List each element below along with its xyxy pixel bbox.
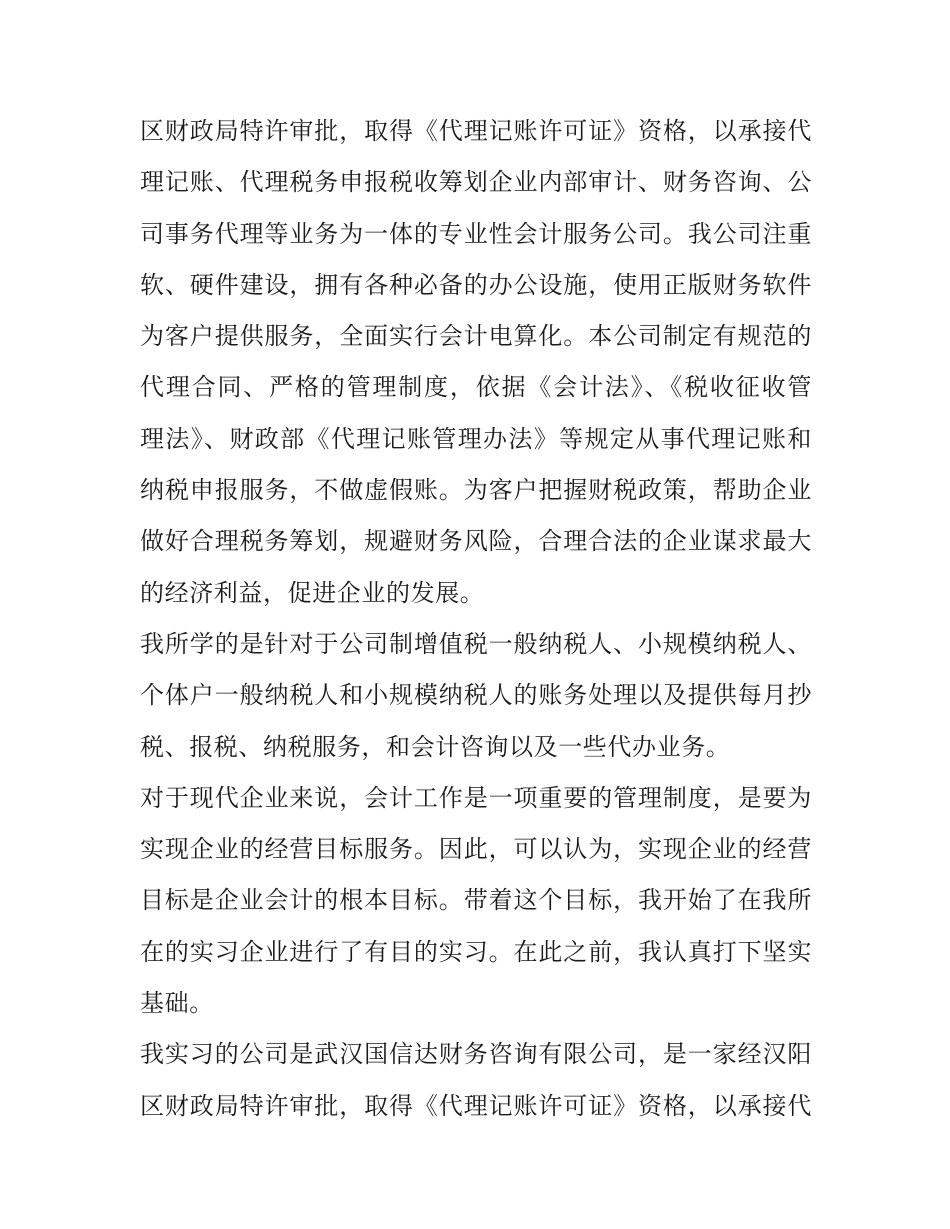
text-line: 理记账、代理税务申报税收筹划企业内部审计、财务咨询、公 [140, 168, 812, 197]
text-line: 个体户一般纳税人和小规模纳税人的账务处理以及提供每月抄 [140, 681, 812, 710]
text-line: 司事务代理等业务为一体的专业性会计服务公司。我公司注重 [140, 219, 812, 248]
text-line: 区财政局特许审批，取得《代理记账许可证》资格，以承接代 [140, 117, 812, 145]
paragraph-internship-company [140, 1029, 812, 1132]
paragraph-study-scope [140, 619, 812, 773]
text-line: 为客户提供服务，全面实行会计电算化。本公司制定有规范的 [140, 322, 812, 351]
text-line: 的经济利益，促进企业的发展。 [140, 578, 485, 607]
text-line: 在的实习企业进行了有目的实习。在此之前，我认真打下坚实 [140, 937, 812, 966]
text-line: 代理合同、严格的管理制度，依据《会计法》、《税收征收管 [140, 373, 812, 402]
text-line: 实现企业的经营目标服务。因此，可以认为，实现企业的经营 [140, 835, 812, 864]
text-line: 基础。 [140, 989, 214, 1018]
text-line: 软、硬件建设，拥有各种必备的办公设施，使用正版财务软件 [140, 270, 812, 299]
text-line: 理法》、财政部《代理记账管理办法》等规定从事代理记账和 [140, 424, 812, 453]
text-line: 纳税申报服务，不做虚假账。为客户把握财税政策，帮助企业 [140, 476, 812, 505]
text-line: 区财政局特许审批，取得《代理记账许可证》资格，以承接代 [140, 1091, 812, 1120]
text-line: 对于现代企业来说，会计工作是一项重要的管理制度，是要为 [140, 783, 812, 812]
text-line: 我所学的是针对于公司制增值税一般纳税人、小规模纳税人、 [140, 629, 812, 658]
text-line: 做好合理税务筹划，规避财务风险，合理合法的企业谋求最大 [140, 527, 812, 556]
document-body [140, 106, 812, 1132]
text-line: 目标是企业会计的根本目标。带着这个目标，我开始了在我所 [140, 886, 812, 915]
paragraph-accounting-goal [140, 773, 812, 1029]
paragraph-company-intro [140, 106, 812, 619]
text-line: 我实习的公司是武汉国信达财务咨询有限公司，是一家经汉阳 [140, 1040, 812, 1069]
text-line: 税、报税、纳税服务，和会计咨询以及一些代办业务。 [140, 732, 731, 761]
